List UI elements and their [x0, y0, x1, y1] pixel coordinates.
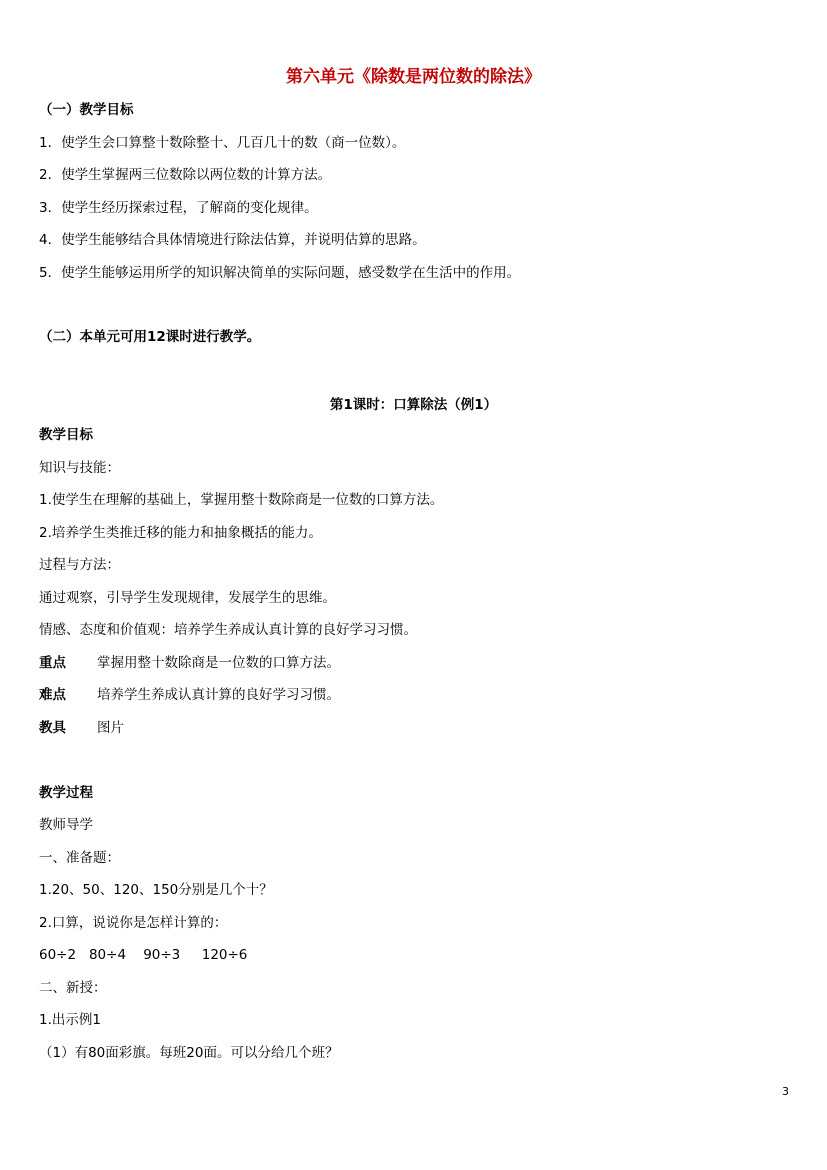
key-point-row [39, 654, 340, 672]
process-text: 通过观察，引导学生发现规律，发展学生的思维。 [39, 590, 336, 606]
teaching-goals-heading: 教学目标 [39, 427, 93, 443]
knowledge-item: 2.培养学生类推迁移的能力和抽象概括的能力。 [39, 525, 322, 541]
knowledge-item: 1.使学生在理解的基础上，掌握用整十数除商是一位数的口算方法。 [39, 492, 444, 508]
difficulty-label: 难点 [39, 687, 66, 703]
prep-heading: 一、准备题： [39, 850, 120, 866]
section-heading-goals: （一）教学目标 [39, 102, 134, 118]
process-heading: 过程与方法： [39, 557, 120, 573]
goal-item: 3．使学生经历探索过程，了解商的变化规律。 [39, 200, 318, 216]
teacher-guide: 教师导学 [39, 817, 93, 833]
prep-question: 2.口算，说说你是怎样计算的： [39, 915, 228, 931]
example-label: 1.出示例1 [39, 1012, 101, 1028]
emotion-text: 情感、态度和价值观：培养学生养成认真计算的良好学习习惯。 [39, 622, 417, 638]
knowledge-heading: 知识与技能： [39, 460, 120, 476]
new-lesson-heading: 二、新授： [39, 980, 107, 996]
section-heading-hours: （二）本单元可用12课时进行教学。 [39, 329, 261, 345]
page-number: 3 [782, 1085, 789, 1098]
lesson-title: 第1课时：口算除法（例1） [329, 397, 498, 413]
key-point-label: 重点 [39, 655, 66, 671]
tools-label: 教具 [39, 720, 66, 736]
goal-item: 2．使学生掌握两三位数除以两位数的计算方法。 [39, 167, 332, 183]
prep-calculations: 60÷2 80÷4 90÷3 120÷6 [39, 947, 248, 963]
key-point-text: 掌握用整十数除商是一位数的口算方法。 [97, 655, 340, 671]
document-title: 第六单元《除数是两位数的除法》 [286, 67, 541, 87]
prep-question: 1.20、50、120、150分别是几个十？ [39, 882, 273, 898]
tools-text: 图片 [97, 720, 124, 736]
goal-item: 5．使学生能够运用所学的知识解决简单的实际问题，感受数学在生活中的作用。 [39, 265, 521, 281]
difficulty-row [39, 686, 340, 704]
difficulty-text: 培养学生养成认真计算的良好学习习惯。 [97, 687, 340, 703]
procedure-heading: 教学过程 [39, 785, 93, 801]
goal-item: 1．使学生会口算整十数除整十、几百几十的数（商一位数）。 [39, 135, 406, 151]
goal-item: 4．使学生能够结合具体情境进行除法估算，并说明估算的思路。 [39, 232, 426, 248]
example-question: （1）有80面彩旗。每班20面。可以分给几个班？ [39, 1045, 339, 1061]
tools-row [39, 719, 124, 737]
